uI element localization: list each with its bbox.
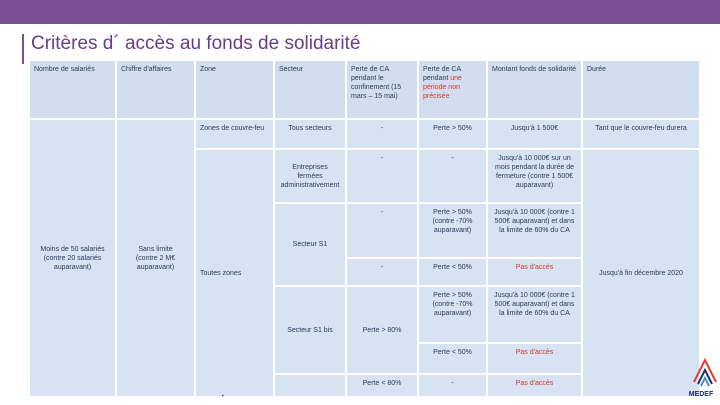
cell-secteur-s1: Secteur S1 xyxy=(274,203,346,286)
header-duree: Durée xyxy=(582,60,700,119)
top-bar xyxy=(0,0,720,24)
cell-secteur-fermees: Entreprises fermées administrativement xyxy=(274,149,346,203)
cell-s1bis-perte80: Perte > 80% xyxy=(346,286,418,374)
salaries-main: Moins de 50 salariés xyxy=(40,245,105,253)
cell-s1bis-b-montant: Pas d'accès xyxy=(487,343,582,374)
slide-title: Critères d´ accès au fonds de solidarité xyxy=(31,33,361,54)
cell-s1a-periode: Perte > 50% (contre -70% auparavant) xyxy=(418,203,487,258)
cell-secteur-s1bis: Secteur S1 bis xyxy=(274,286,346,374)
header-salaries: Nombre de salariés xyxy=(29,60,116,119)
salaries-note: (contre 20 salariés auparavant) xyxy=(43,254,102,271)
ca-note: (contre 2 M€ auparavant) xyxy=(135,254,176,271)
ca-main: Sans limite xyxy=(138,245,173,253)
header-perte-periode-highlight: une période non précisée xyxy=(423,75,462,100)
cell-tous-confinement: - xyxy=(346,119,418,149)
cell-s1bis-a-montant: Jusqu'à 10 000€ (contre 1 500€ auparavant) et dans la limite de 60% du CA xyxy=(487,286,582,343)
cell-s1bis-b-periode: Perte < 50% xyxy=(418,343,487,374)
header-chiffre-affaires: Chiffre d'affaires xyxy=(116,60,195,119)
cell-last-secteur xyxy=(274,374,346,397)
header-montant: Montant fonds de solidarité xyxy=(487,60,582,119)
header-zone: Zone xyxy=(195,60,274,119)
cell-s1b-confinement: - xyxy=(346,258,418,286)
header-perte-confinement: Perte de CA pendant le confinement (15 mars – 15 mai) xyxy=(346,60,418,119)
cell-s1b-montant: Pas d'accès xyxy=(487,258,582,286)
cell-last-montant: Pas d'accès xyxy=(487,374,582,397)
medef-logo-text: MEDEF xyxy=(688,391,714,398)
cell-s1bis-a-periode: Perte > 50% (contre -70% auparavant) xyxy=(418,286,487,343)
header-perte-periode xyxy=(418,60,487,119)
title-accent-line xyxy=(22,34,24,64)
criteria-table xyxy=(28,59,701,398)
cell-duree-toutes: Jusqu'à fin décembre 2020 xyxy=(582,149,700,397)
cell-s1b-periode: Perte < 50% xyxy=(418,258,487,286)
header-secteur: Secteur xyxy=(274,60,346,119)
cell-tous-duree: Tant que le couvre-feu durera xyxy=(582,119,700,149)
cell-s1a-montant: Jusqu'à 10 000€ (contre 1 500€ auparavant) et dans la limite de 60% du CA xyxy=(487,203,582,258)
cell-secteur-tous: Tous secteurs xyxy=(274,119,346,149)
cell-zone-toutes: Toutes zones xyxy=(195,149,274,397)
header-perte-periode-text: Perte de CA pendant xyxy=(423,66,461,82)
cell-chiffre-affaires xyxy=(116,119,195,397)
cell-last-perte-moins80: Perte < 80% xyxy=(346,374,418,397)
cell-salaries xyxy=(29,119,116,397)
cell-fermees-confinement: - xyxy=(346,149,418,203)
cell-last-periode: - xyxy=(418,374,487,397)
cell-fermees-periode: - xyxy=(418,149,487,203)
cell-tous-periode: Perte > 50% xyxy=(418,119,487,149)
cell-tous-montant: Jusqu'à 1 500€ xyxy=(487,119,582,149)
page-marker: • xyxy=(221,393,225,400)
cell-fermees-montant: Jusqu'à 10 000€ sur un mois pendant la durée de fermeture (contre 1 500€ auparavant) xyxy=(487,149,582,203)
cell-s1a-confinement: - xyxy=(346,203,418,258)
cell-zone-couvre-feu: Zones de couvre-feu xyxy=(195,119,274,149)
